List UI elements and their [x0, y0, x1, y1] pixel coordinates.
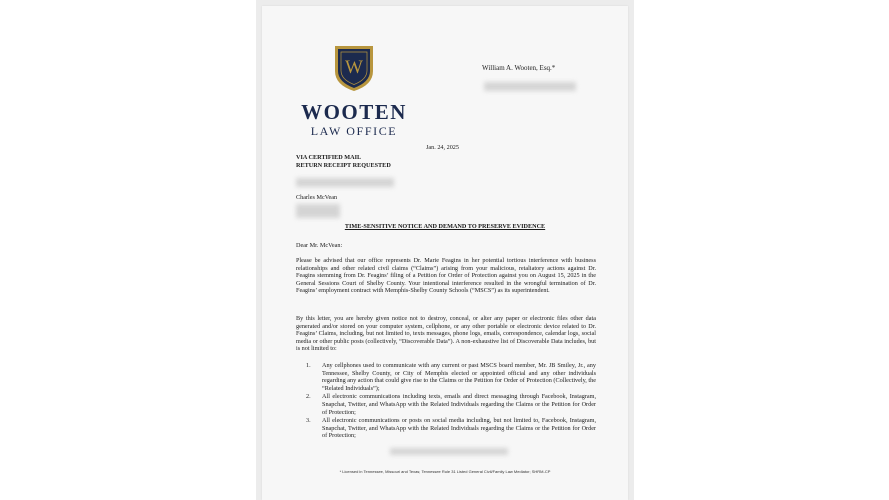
list-text: All electronic communications or posts on social media including, but not limited to, Facebook, Instagram, Snapchat, Twitter, and WhatsApp with the Related Individuals regarding the Claims or the Petition for Order of Protection;	[322, 417, 596, 440]
firm-subtitle: LAW OFFICE	[310, 124, 398, 138]
list-text: Any cellphones used to communicate with any current or past MSCS board member, Mr. JB Smiley, Jr., any Tennessee, Shelby County, or City of Memphis elected or appointed official and any other individuals regarding any action that could give rise to the Claims or the Petition for Order of Protection (Collectively, the “Related Individuals”);	[322, 362, 596, 392]
delivery-line-2: RETURN RECEIPT REQUESTED	[296, 161, 391, 169]
attorney-name: William A. Wooten, Esq.*	[482, 64, 556, 72]
list-number: 3.	[306, 417, 311, 425]
crest-monogram: W	[345, 57, 363, 78]
footer-note: * Licensed in Tennessee, Missouri and Texas; Tennessee Rule 31 Listed General Civil/Family Law Mediator; SHRM-CP	[339, 469, 551, 474]
recipient-name: Charles McVean	[296, 194, 338, 201]
shield-crest-icon	[332, 43, 376, 93]
list-number: 1.	[306, 362, 311, 369]
letter-sheet	[262, 6, 628, 500]
body-paragraph-1: Please be advised that our office represents Dr. Marie Feagins in her potential tortious interference with business relationships and other related civil claims (“Claims”) arising from your malicious, retaliatory actions against Dr. Feagins stemming from Dr. Feagins’ filing of a Petition for Order of Protection against you on August 15, 2025 in the General Sessions Court of Shelby County. Your intentional interference resulted in the wrongful termination of Dr. Feagins’ employment contract with Memphis-Shelby County Schools (“MSCS”) as its superintendent.	[296, 257, 596, 295]
discoverable-data-list	[296, 362, 596, 441]
body-paragraph-2: By this letter, you are hereby given notice not to destroy, conceal, or alter any paper or electronic files other data generated and/or stored on your computer system, cellphone, or any other portable or electronic device related to Dr. Feagins’ Claims, including, but not limited to, texts messages, phone logs, emails, correspondence, calendar logs, social media or other public posts (collectively, “Discoverable Data”). A non-exhaustive list of Discoverable Data includes, but is not limited to:	[296, 315, 596, 353]
salutation: Dear Mr. McVean:	[296, 242, 343, 249]
redacted-line	[296, 178, 394, 187]
list-item	[296, 393, 596, 416]
list-text: All electronic communications including texts, emails and direct messaging through Facebook, Instagram, Snapchat, Twitter, and WhatsApp with the Related Individuals regarding the Claims or the Petition for Order of Protection;	[322, 393, 596, 416]
firm-name: WOOTEN	[301, 100, 407, 124]
delivery-line-1: VIA CERTIFIED MAIL	[296, 154, 362, 161]
delivery-method	[296, 154, 391, 169]
list-item	[296, 417, 596, 440]
redacted-recipient-address	[296, 204, 340, 218]
notice-heading: TIME-SENSITIVE NOTICE AND DEMAND TO PRESERVE EVIDENCE	[344, 223, 546, 230]
redacted-address	[484, 82, 576, 91]
document-page	[256, 0, 634, 500]
letter-date: Jan. 24, 2025	[426, 144, 459, 151]
redacted-signature	[390, 448, 508, 455]
list-number: 2.	[306, 393, 311, 401]
list-item	[296, 362, 596, 392]
